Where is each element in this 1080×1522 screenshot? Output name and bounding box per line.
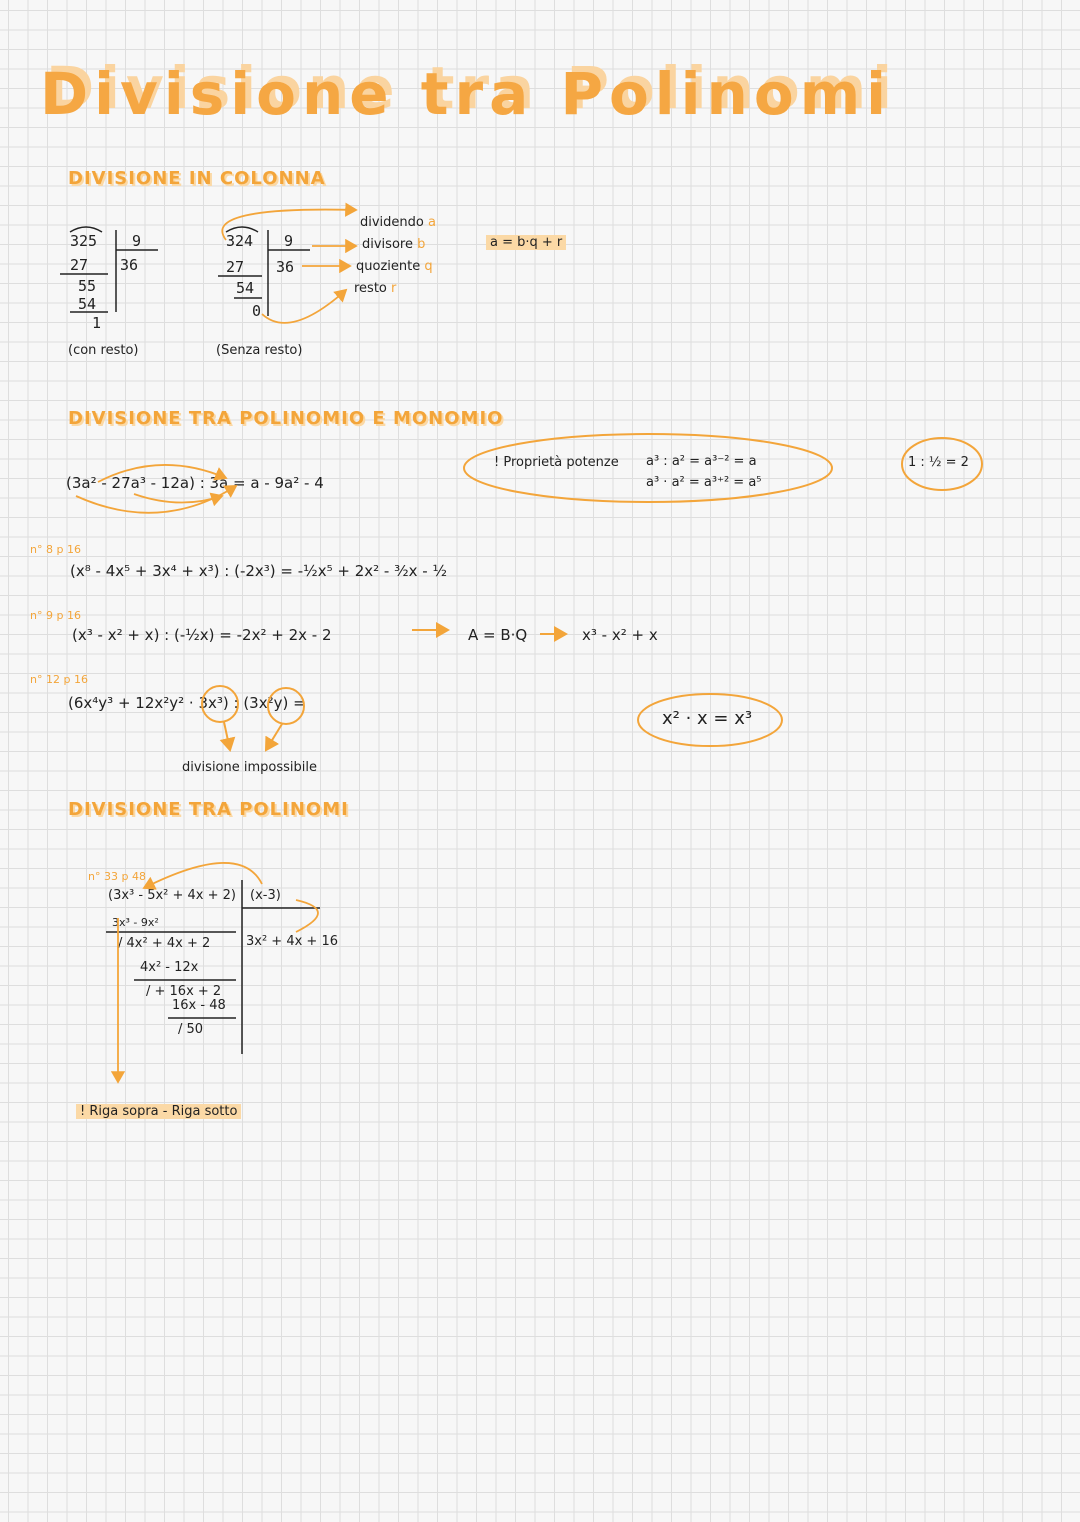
ex1-division-lines — [60, 227, 158, 312]
ex8-reference: n° 8 p 16 — [30, 543, 81, 556]
ex33-reference: n° 33 p 48 — [88, 870, 146, 883]
rule-highlight: ! Riga sopra - Riga sotto — [76, 1104, 241, 1119]
poly-mono-example: (3a² - 27a³ - 12a) : 3a = a - 9a² - 4 — [66, 474, 324, 492]
ex12-note: divisione impossibile — [182, 760, 317, 775]
section-heading-poly-poly: DIVISIONE TRA POLINOMI — [68, 799, 349, 820]
ex1-remainder: 1 — [92, 314, 102, 332]
ex1-step1: 27 — [70, 256, 89, 274]
side-note-fraction: 1 : ½ = 2 — [908, 455, 969, 470]
ex33-remainder: / 50 — [178, 1022, 204, 1037]
properties-ellipse — [464, 434, 832, 502]
ex33-dividend: (3x³ - 5x² + 4x + 2) — [108, 888, 237, 903]
page-title: Divisione tra Polinomi — [40, 60, 893, 128]
ex1-divisor: 9 — [132, 232, 142, 250]
label-quotient: quoziente q — [356, 259, 433, 274]
ex33-divisor: (x-3) — [250, 888, 281, 903]
result-ellipse — [638, 694, 782, 746]
ex33-row2: / 4x² + 4x + 2 — [118, 936, 211, 951]
ex1-step2: 55 — [78, 277, 97, 295]
fraction-ellipse — [902, 438, 982, 490]
property-product: a³ · a² = a³⁺² = a⁵ — [646, 475, 762, 490]
properties-title: ! Proprietà potenze — [494, 455, 619, 470]
ex2-dividend: 324 — [226, 232, 254, 250]
ex2-division-lines — [218, 227, 310, 316]
ex33-row4: / + 16x + 2 — [146, 984, 222, 999]
ex12-reference: n° 12 p 16 — [30, 673, 88, 686]
ex33-row3: 4x² - 12x — [140, 960, 199, 975]
ex1-quotient: 36 — [120, 256, 139, 274]
poly-division-lines — [106, 880, 320, 1054]
circle-note: x² · x = x³ — [662, 708, 753, 729]
ex1-step3: 54 — [78, 295, 97, 313]
section-heading-column: DIVISIONE IN COLONNA — [68, 168, 326, 189]
ex2-step2: 54 — [236, 279, 255, 297]
ex2-quotient: 36 — [276, 258, 295, 276]
ex1-dividend: 325 — [70, 232, 98, 250]
formula-highlight: a = b·q + r — [486, 235, 566, 250]
ex9-expression: (x³ - x² + x) : (-½x) = -2x² + 2x - 2 — [72, 626, 332, 644]
ex2-step1: 27 — [226, 258, 245, 276]
ex9-check: A = B·Q — [468, 626, 528, 644]
poly-mono-arrows — [76, 465, 236, 513]
ex1-caption: (con resto) — [68, 343, 139, 358]
ex2-divisor: 9 — [284, 232, 294, 250]
label-dividend: dividendo a — [360, 215, 436, 230]
ex2-remainder: 0 — [252, 302, 262, 320]
ex9-reference: n° 9 p 16 — [30, 609, 81, 622]
ex33-row5: 16x - 48 — [172, 998, 226, 1013]
property-division: a³ : a² = a³⁻² = a — [646, 454, 757, 469]
ex8-expression: (x⁸ - 4x⁵ + 3x⁴ + x³) : (-2x³) = -½x⁵ + 2x² - ³⁄₂x - ½ — [70, 562, 447, 580]
ex33-row1: 3x³ - 9x² — [112, 916, 159, 929]
ex12-annotations — [202, 686, 304, 750]
section-heading-poly-mono: DIVISIONE TRA POLINOMIO E MONOMIO — [68, 408, 504, 429]
label-remainder: resto r — [354, 281, 397, 296]
label-divisor: divisore b — [362, 237, 426, 252]
ex12-expression: (6x⁴y³ + 12x²y² · 3x³) : (3x²y) = — [68, 694, 306, 712]
ex9-result: x³ - x² + x — [582, 626, 658, 644]
poly-division-arrows — [118, 863, 318, 1082]
ex2-caption: (Senza resto) — [216, 343, 303, 358]
ex33-quotient: 3x² + 4x + 16 — [246, 934, 338, 949]
